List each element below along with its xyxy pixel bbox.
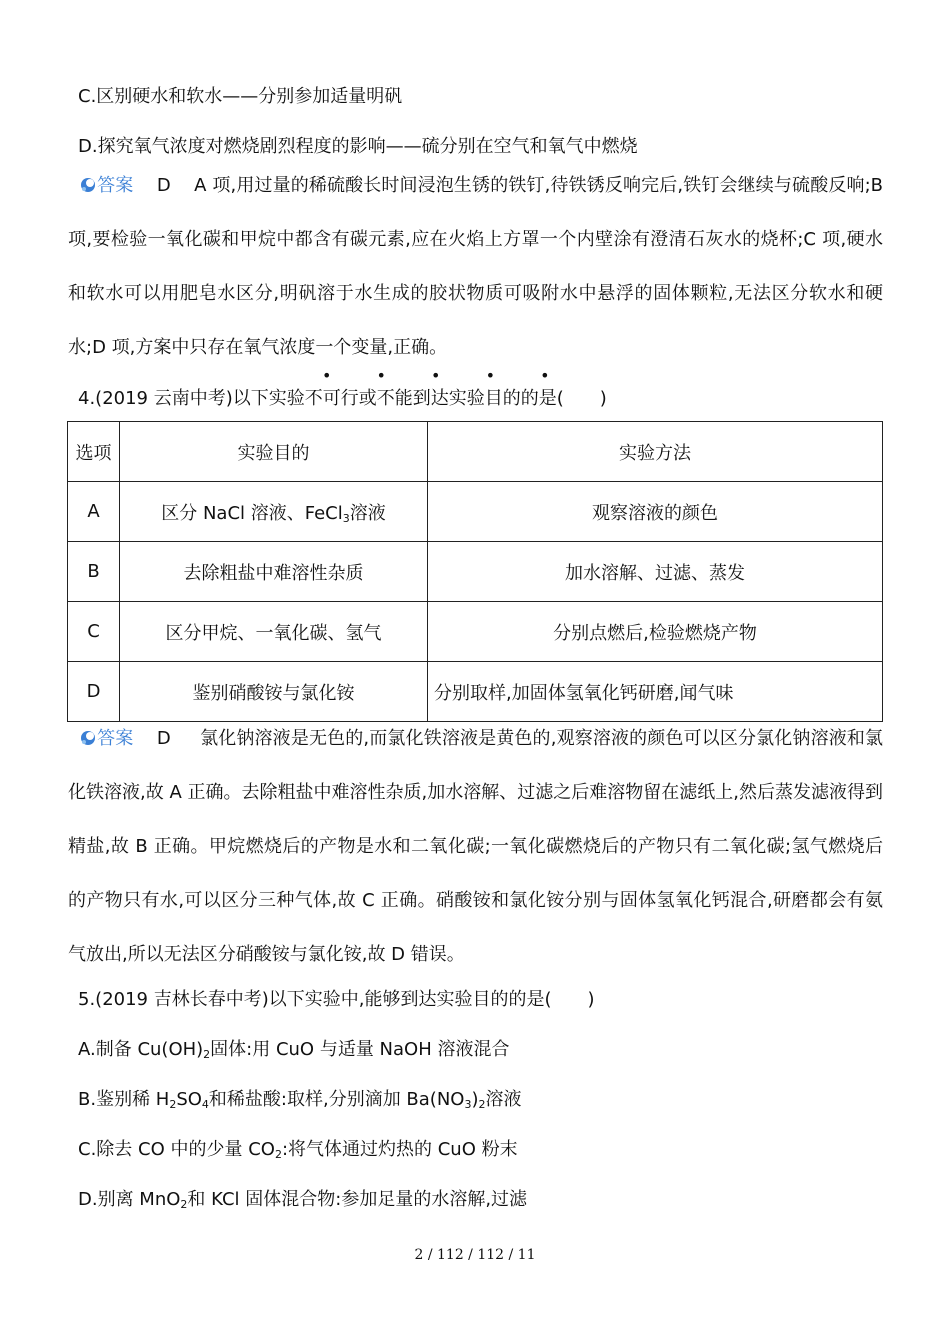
row-purpose: 区分 NaCl 溶液、FeCl$_3$溶液: [120, 482, 428, 542]
row-option: D: [68, 662, 120, 722]
answer-tag: [80, 728, 133, 749]
page-footer: 2 / 112 / 112 / 11: [414, 1247, 536, 1263]
experiment-table: [67, 421, 883, 722]
q3-option-d: D.探究氧气浓度对燃烧剧烈程度的影响——硫分别在空气和氧气中燃烧: [78, 136, 638, 157]
answer-explanation: A 项,用过量的稀硫酸长时间浸泡生锈的铁钉,待铁锈反响完后,铁钉会继续与硫酸反响;B 项,要检验一氧化碳和甲烷中都含有碳元素,应在火焰上方罩一个内壁涂有澄清石灰水的烧杯;C 项,硬水和软水可以用肥皂水区分,明矾溶于水生成的胶状物质可吸附水中悬浮的固体颗粒,无法区分软水和硬水;D 项,方案中只存在氧气浓度一个变量,正确。: [68, 175, 884, 358]
q3-answer-block: [68, 159, 883, 375]
answer-icon: [80, 730, 96, 746]
answer-icon: [80, 177, 96, 193]
answer-explanation: 氯化钠溶液是无色的,而氯化铁溶液是黄色的,观察溶液的颜色可以区分氯化钠溶液和氯化铁溶液,故 A 正确。去除粗盐中难溶性杂质,加水溶解、过滤之后难溶物留在滤纸上,然后蒸发滤液得到精盐,故 B 正确。甲烷燃烧后的产物是水和二氧化碳;一氧化碳燃烧后的产物只有二氧化碳;氢气燃烧后的产物只有水,可以区分三种气体,故 C 正确。硝酸铵和氯化铵分别与固体氢氧化钙混合,研磨都会有氨气放出,所以无法区分硝酸铵与氯化铵,故 D 错误。: [68, 728, 883, 965]
row-option: C: [68, 602, 120, 662]
header-purpose: 实验目的: [120, 422, 428, 482]
table-row: [68, 482, 883, 542]
emphasis-dots: • • • • •: [322, 366, 570, 385]
q5-option-b: B.鉴别稀 $H_2SO_4$和稀盐酸:取样,分别滴加 $Ba(NO_3)_2$溶液: [78, 1089, 522, 1111]
header-option: 选项: [68, 422, 120, 482]
q4-answer-block: [68, 712, 883, 982]
q4-stem: 4.(2019 云南中考)以下实验不可行或不能到达实验目的的是( ): [78, 388, 607, 409]
answer-label: 答案: [97, 175, 134, 196]
table-row: [68, 602, 883, 662]
row-purpose: 区分甲烷、一氧化碳、氢气: [120, 602, 428, 662]
q5-stem: 5.(2019 吉林长春中考)以下实验中,能够到达实验目的的是( ): [78, 989, 595, 1010]
answer-letter: D: [156, 175, 171, 196]
q3-option-c: C.区别硬水和软水——分别参加适量明矾: [78, 86, 403, 107]
table-row: [68, 542, 883, 602]
row-option: B: [68, 542, 120, 602]
q5-option-c: C.除去 CO 中的少量 $CO_2$:将气体通过灼热的 CuO 粉末: [78, 1139, 518, 1161]
answer-label: 答案: [97, 728, 134, 749]
answer-tag: [80, 175, 133, 196]
answer-letter: D: [156, 728, 171, 749]
row-method: 分别取样,加固体氢氧化钙研磨,闻气味: [428, 662, 883, 722]
row-method: 观察溶液的颜色: [428, 482, 883, 542]
row-method: 分别点燃后,检验燃烧产物: [428, 602, 883, 662]
row-purpose: 去除粗盐中难溶性杂质: [120, 542, 428, 602]
q5-option-d: D.别离 MnO$_2$和 KCl 固体混合物:参加足量的水溶解,过滤: [78, 1189, 528, 1211]
row-method: 加水溶解、过滤、蒸发: [428, 542, 883, 602]
q5-option-a: A.制备 $Cu(OH)_2$固体:用 CuO 与适量 NaOH 溶液混合: [78, 1039, 510, 1061]
row-purpose: 鉴别硝酸铵与氯化铵: [120, 662, 428, 722]
header-method: 实验方法: [428, 422, 883, 482]
table-header-row: [68, 422, 883, 482]
row-option: A: [68, 482, 120, 542]
